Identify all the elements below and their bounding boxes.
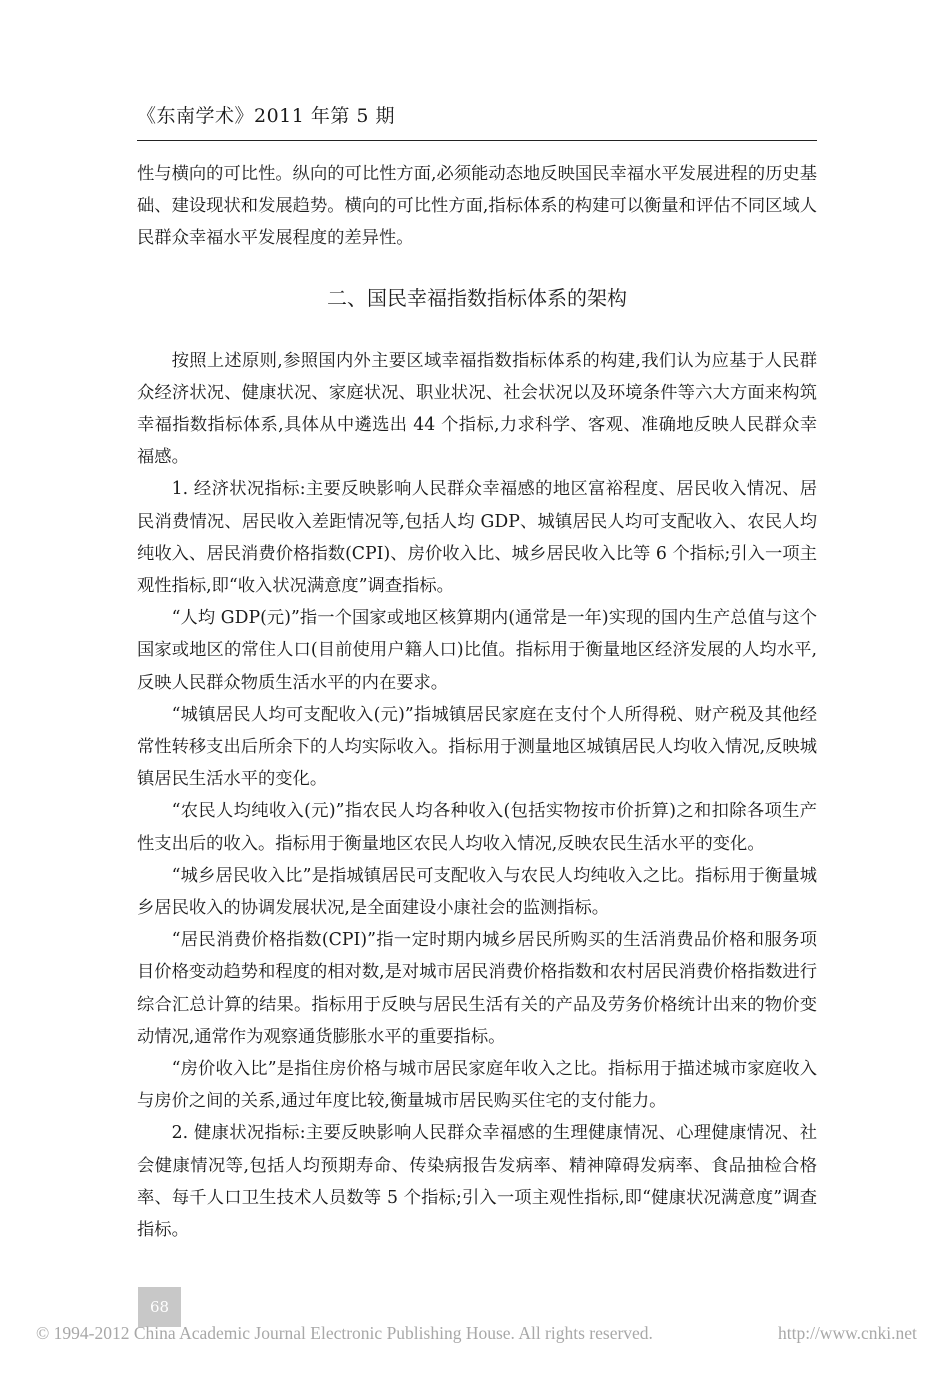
paragraph: “居民消费价格指数(CPI)”指一定时期内城乡居民所购买的生活消费品价格和服务项目价格变动趋势和程度的相对数,是对城市居民消费价格指数和农村居民消费价格指数进行综合汇总计算的结果。指标用于反映与居民生活有关的产品及劳务价格统计出来的物价变动情况,通常作为观察通货膨胀水平的重要指标。 bbox=[137, 930, 817, 1047]
paragraph: 按照上述原则,参照国内外主要区域幸福指数指标体系的构建,我们认为应基于人民群众经济状况、健康状况、家庭状况、职业状况、社会状况以及环境条件等六大方面来构筑幸福指数指标体系,具体从中遴选出 44 个指标,力求科学、客观、准确地反映人民群众幸福感。 bbox=[137, 350, 817, 468]
paragraph: “农民人均纯收入(元)”指农民人均各种收入(包括实物按市价折算)之和扣除各项生产性支出后的收入。指标用于衡量地区农民人均收入情况,反映农民生活水平的变化。 bbox=[137, 801, 817, 854]
paragraph: 1. 经济状况指标:主要反映影响人民群众幸福感的地区富裕程度、居民收入情况、居民消费情况、居民收入差距情况等,包括人均 GDP、城镇居民人均可支配收入、农民人均纯收入、居民消费价格指数(CPI)、房价收入比、城乡居民收入比等 6 个指标;引入一项主观性指标,即“收入状况满意度”调查指标。 bbox=[137, 479, 817, 597]
paragraph-continued: 性与横向的可比性。纵向的可比性方面,必须能动态地反映国民幸福水平发展进程的历史基础、建设现状和发展趋势。横向的可比性方面,指标体系的构建可以衡量和评估不同区域人民群众幸福水平发展程度的差异性。 bbox=[137, 164, 817, 249]
paragraph: 2. 健康状况指标:主要反映影响人民群众幸福感的生理健康情况、心理健康情况、社会健康情况等,包括人均预期寿命、传染病报告发病率、精神障碍发病率、食品抽检合格率、每千人口卫生技术人员数等 5 个指标;引入一项主观性指标,即“健康状况满意度”调查指标。 bbox=[137, 1123, 817, 1241]
paragraph: “人均 GDP(元)”指一个国家或地区核算期内(通常是一年)实现的国内生产总值与这个国家或地区的常住人口(目前使用户籍人口)比值。指标用于衡量地区经济发展的人均水平,反映人民群众物质生活水平的内在要求。 bbox=[137, 608, 817, 693]
copyright-text: © 1994-2012 China Academic Journal Electronic Publishing House. All rights reserved. bbox=[36, 1323, 653, 1343]
running-header: 《东南学术》2011 年第 5 期 bbox=[137, 105, 396, 127]
paragraph: “城乡居民收入比”是指城镇居民可支配收入与农民人均纯收入之比。指标用于衡量城乡居民收入的协调发展状况,是全面建设小康社会的监测指标。 bbox=[137, 865, 817, 919]
paragraph: “房价收入比”是指住房价格与城市居民家庭年收入之比。指标用于描述城市家庭收入与房价之间的关系,通过年度比较,衡量城市居民购买住宅的支付能力。 bbox=[137, 1059, 817, 1112]
paragraph: “城镇居民人均可支配收入(元)”指城镇居民家庭在支付个人所得税、财产税及其他经常性转移支出后所余下的人均实际收入。指标用于测量地区城镇居民人均收入情况,反映城镇居民生活水平的变化。 bbox=[137, 704, 817, 790]
section-heading: 二、国民幸福指数指标体系的架构 bbox=[327, 285, 627, 310]
page-number: 68 bbox=[138, 1287, 181, 1327]
header-rule bbox=[137, 140, 817, 141]
source-url: http://www.cnki.net bbox=[778, 1323, 917, 1343]
article-body bbox=[137, 158, 817, 1246]
